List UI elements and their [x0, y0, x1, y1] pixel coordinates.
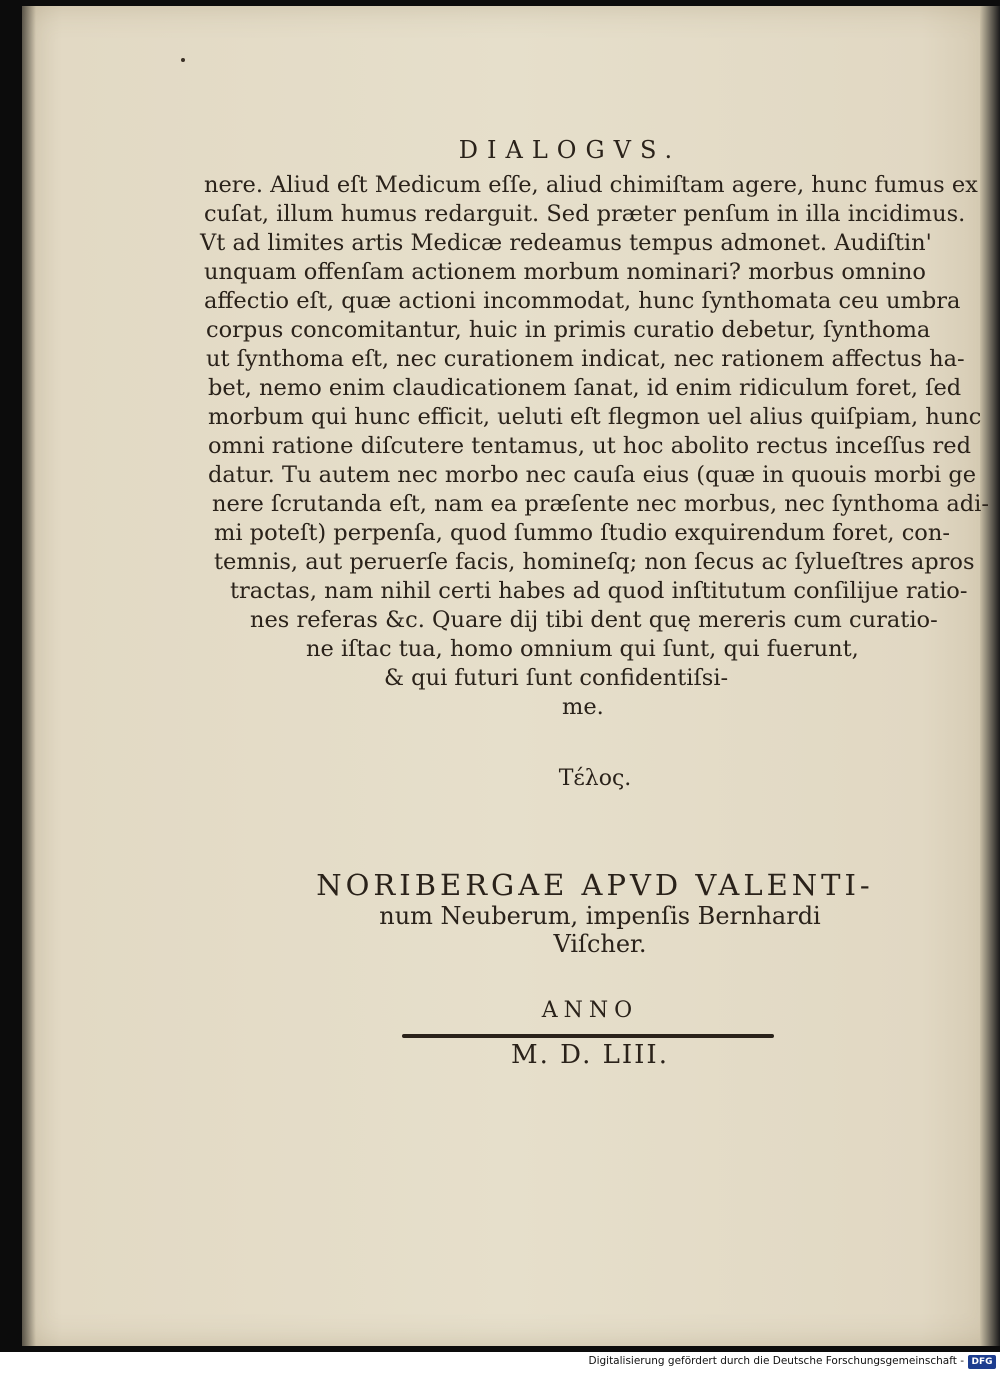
anno-label: ANNO	[541, 998, 639, 1023]
ink-speck	[181, 58, 185, 62]
body-line: me.	[562, 694, 604, 720]
body-line: nes referas &c. Quare dij tibi dent quę mereris cum curatio-	[250, 607, 938, 633]
imprint-line: NORIBERGAE APVD VALENTI-	[316, 868, 874, 902]
body-line: cuſat, illum humus redarguit. Sed præter penſum in illa incidimus.	[204, 201, 966, 227]
body-line: affectio eſt, quæ actioni incommodat, hunc ſynthomata ceu umbra	[204, 288, 961, 314]
body-line: tractas, nam nihil certi habes ad quod inſtitutum conſilijue ratio-	[230, 578, 968, 604]
finis-mark: Τέλος.	[558, 766, 632, 791]
digitization-footer	[0, 1352, 1000, 1373]
body-line: nere ſcrutanda eſt, nam ea præſente nec morbus, nec ſynthoma adi-	[212, 491, 989, 517]
body-line: omni ratione diſcutere tentamus, ut hoc abolito rectus inceſſus red	[208, 433, 972, 459]
imprint-line: num Neuberum, impenſis Bernhardi	[379, 902, 821, 930]
body-line: morbum qui hunc efficit, ueluti eſt flegmon uel alius quiſpiam, hunc	[208, 404, 982, 430]
horizontal-rule	[402, 1034, 774, 1038]
page-edge	[980, 6, 1000, 1346]
body-line: & qui futuri ſunt confidentiſsi-	[384, 665, 729, 691]
body-line: temnis, aut peruerſe facis, homineſq; non ſecus ac ſylueſtres apros	[214, 549, 975, 575]
body-line: corpus concomitantur, huic in primis curatio debetur, ſynthoma	[206, 317, 931, 343]
body-line: bet, nemo enim claudicationem ſanat, id enim ridiculum foret, ſed	[208, 375, 962, 401]
imprint-line: Viſcher.	[553, 930, 647, 958]
body-line: nere. Aliud eſt Medicum eſſe, aliud chimiſtam agere, hunc fumus ex	[204, 172, 978, 198]
imprint-year: M. D. LIII.	[511, 1040, 669, 1070]
body-line: mi poteſt) perpenſa, quod ſummo ſtudio exquirendum foret, con-	[214, 520, 950, 546]
body-line: ut ſynthoma eſt, nec curationem indicat, nec rationem affectus ha-	[206, 346, 965, 372]
body-line: datur. Tu autem nec morbo nec cauſa eius (quæ in quouis morbi ge	[208, 462, 977, 488]
body-line: Vt ad limites artis Medicæ redeamus tempus admonet. Audiſtin'	[200, 230, 932, 256]
body-line: ne iſtac tua, homo omnium qui ſunt, qui fuerunt,	[306, 636, 859, 662]
funding-credit: Digitalisierung gefördert durch die Deutsche Forschungsgemeinschaft -	[588, 1355, 964, 1367]
dfg-logo-icon: DFG	[968, 1355, 996, 1369]
running-head: DIALOGVS.	[458, 136, 682, 164]
gutter-shadow	[22, 6, 36, 1346]
body-line: unquam offenſam actionem morbum nominari? morbus omnino	[204, 259, 926, 285]
